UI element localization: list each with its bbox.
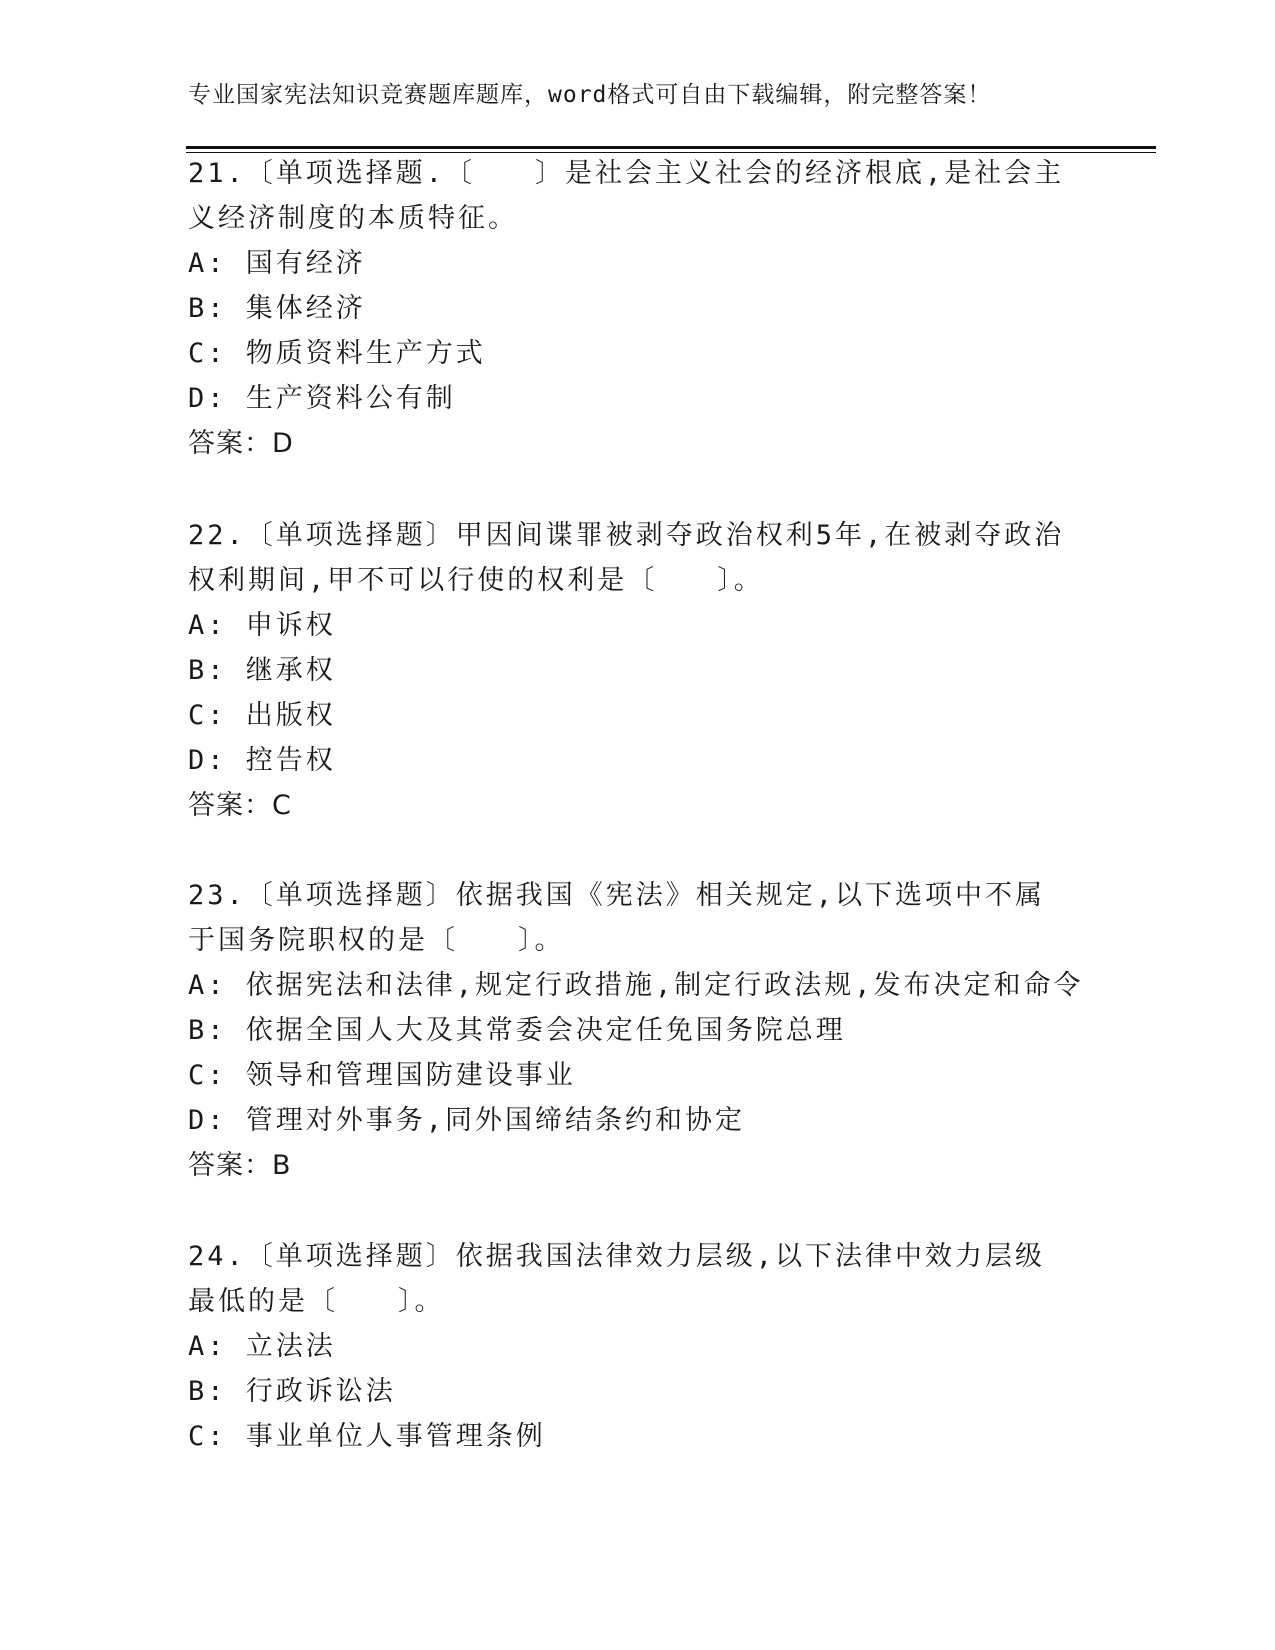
option-c: C: 领导和管理国防建设事业 — [188, 1060, 576, 1091]
answer-line: 答案：D — [188, 428, 294, 459]
option-c: C: 事业单位人事管理条例 — [188, 1421, 546, 1452]
question-23 — [188, 873, 1084, 1188]
option-c: C: 物质资料生产方式 — [188, 338, 486, 369]
option-b: B: 继承权 — [188, 655, 336, 686]
option-d: D: 生产资料公有制 — [188, 383, 456, 414]
option-d: D: 控告权 — [188, 745, 336, 776]
option-b: B: 集体经济 — [188, 293, 366, 324]
question-stem: 24.〔单项选择题〕依据我国法律效力层级,以下法律中效力层级最低的是〔 〕。 — [188, 1241, 1046, 1317]
option-a: A: 申诉权 — [188, 610, 336, 641]
option-a: A: 依据宪法和法律,规定行政措施,制定行政法规,发布决定和命令 — [188, 970, 1084, 1001]
option-b: B: 行政诉讼法 — [188, 1376, 396, 1407]
option-d: D: 管理对外事务,同外国缔结条约和协定 — [188, 1105, 746, 1136]
option-a: A: 国有经济 — [188, 248, 366, 279]
question-24 — [188, 1234, 1068, 1459]
option-a: A: 立法法 — [188, 1331, 336, 1362]
answer-line: 答案：B — [188, 1150, 292, 1181]
question-22 — [188, 513, 1068, 828]
answer-line: 答案：C — [188, 790, 292, 821]
question-stem: 21.〔单项选择题.〔 〕是社会主义社会的经济根底,是社会主义经济制度的本质特征。 — [188, 158, 1065, 234]
header-divider-thick — [186, 146, 1156, 149]
document-header: 专业国家宪法知识竞赛题库题库，word格式可自由下载编辑，附完整答案！ — [188, 82, 992, 108]
option-c: C: 出版权 — [188, 700, 336, 731]
option-b: B: 依据全国人大及其常委会决定任免国务院总理 — [188, 1015, 846, 1046]
question-21 — [188, 151, 1068, 466]
question-stem: 22.〔单项选择题〕甲因间谍罪被剥夺政治权利5年,在被剥夺政治权利期间,甲不可以行使的权利是〔 〕。 — [188, 520, 1065, 596]
question-stem: 23.〔单项选择题〕依据我国《宪法》相关规定,以下选项中不属于国务院职权的是〔 〕。 — [188, 880, 1046, 956]
